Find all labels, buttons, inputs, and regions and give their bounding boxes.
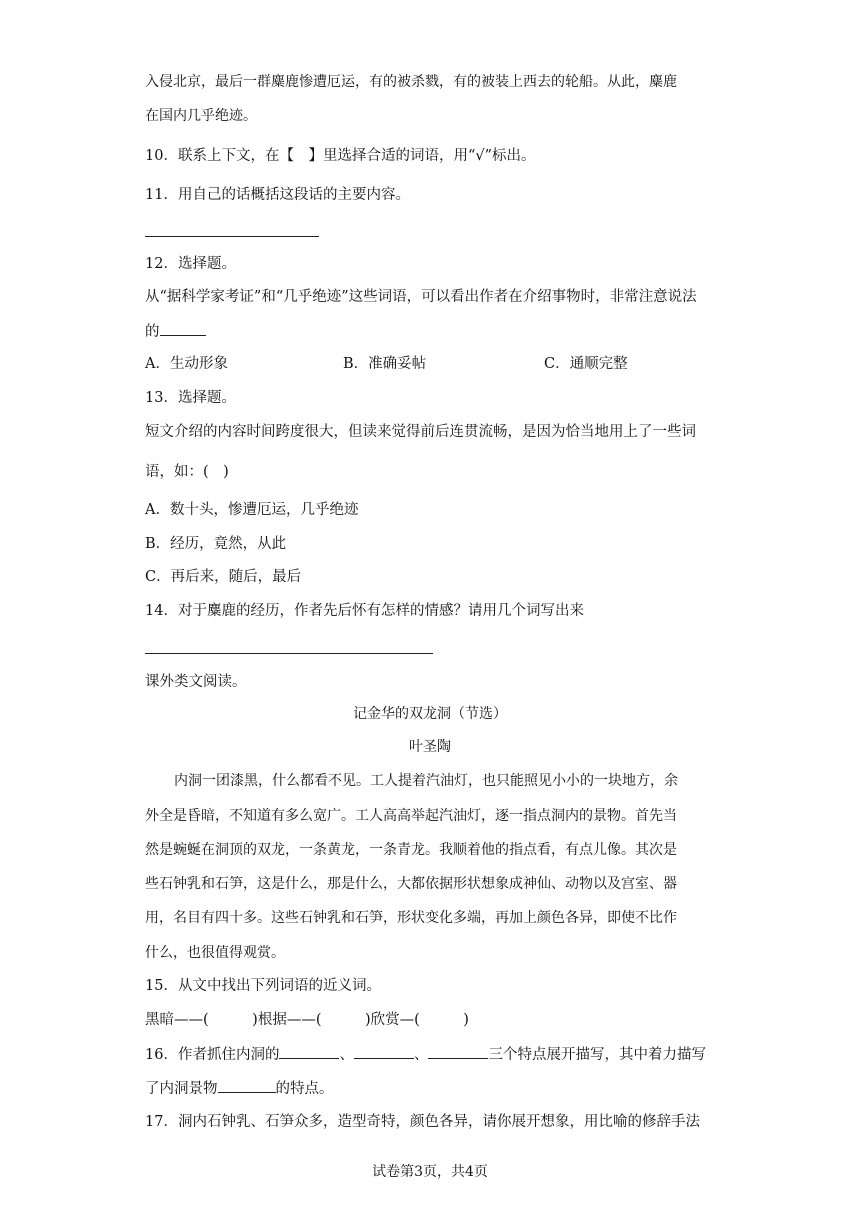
article-line: 外全是昏暗，不知道有多么宽广。工人高高举起汽油灯，逐一指点洞内的景物。首先当 [145, 808, 677, 824]
answer-blank-16-4[interactable] [218, 1078, 276, 1093]
answer-blank-16-3[interactable] [428, 1044, 488, 1059]
section-heading: 课外类文阅读。 [145, 674, 247, 690]
q16-text: 16．作者抓住内洞的 [145, 1047, 280, 1063]
article-title: 记金华的双龙洞（节选） [353, 706, 507, 722]
article-line: 些石钟乳和石笋，这是什么，那是什么，大都依据形状想象成神仙、动物以及宫室、器 [145, 876, 677, 892]
stem-text: 的 [145, 324, 160, 340]
question-14: 14．对于麋鹿的经历，作者先后怀有怎样的情感？请用几个词写出来 [145, 603, 584, 619]
article-line: 然是蜿蜒在洞顶的双龙，一条黄龙，一条青龙。我顺着他的指点看，有点儿像。其次是 [145, 842, 677, 858]
answer-blank-12[interactable] [160, 321, 206, 336]
answer-line-14[interactable] [145, 653, 433, 654]
option-c[interactable]: C．再后来，随后，最后 [145, 569, 302, 585]
answer-blank-16-1[interactable] [279, 1044, 339, 1059]
question-16 [145, 1044, 706, 1065]
passage-line: 入侵北京，最后一群麋鹿惨遭厄运，有的被杀戮，有的被装上西去的轮船。从此，麋鹿 [145, 74, 677, 90]
q16-text: 三个特点展开描写，其中着力描写 [488, 1047, 706, 1063]
question-12-stem: 从“据科学家考证”和“几乎绝迹”这些词语，可以看出作者在介绍事物时，非常注意说法 [145, 289, 697, 305]
question-12-title: 12．选择题。 [145, 256, 236, 272]
article-author: 叶圣陶 [409, 739, 451, 755]
separator: 、 [413, 1047, 429, 1063]
article-line: 什么，也很值得观赏。 [145, 945, 285, 961]
article-line: 用，名目有四十多。这些石钟乳和石笋，形状变化多端，再加上颜色各异，即使不比作 [145, 910, 677, 926]
question-10: 10．联系上下文，在【 】里选择合适的词语，用“√”标出。 [145, 148, 536, 164]
option-b[interactable]: B．准确妥帖 [343, 356, 427, 372]
question-13-stem: 短文介绍的内容时间跨度很大，但读来觉得前后连贯流畅，是因为恰当地用上了一些词 [145, 424, 696, 440]
question-17: 17．洞内石钟乳、石笋众多，造型奇特，颜色各异，请你展开想象，用比喻的修辞手法 [145, 1114, 700, 1130]
question-13-stem-cont: 语，如：( ) [145, 464, 229, 480]
separator: 、 [339, 1047, 354, 1063]
page-footer: 试卷第3页，共4页 [372, 1164, 488, 1180]
q16-text: 的特点。 [275, 1081, 334, 1097]
option-a[interactable]: A．生动形象 [145, 356, 228, 372]
passage-line: 在国内几乎绝迹。 [145, 108, 257, 124]
article-line: 内洞一团漆黑，什么都看不见。工人提着汽油灯，也只能照见小小的一块地方，余 [174, 773, 678, 789]
question-16-cont [145, 1078, 334, 1099]
answer-blank-16-2[interactable] [354, 1044, 414, 1059]
question-12-stem-cont [145, 321, 206, 342]
question-11: 11．用自己的话概括这段话的主要内容。 [145, 187, 410, 203]
question-15: 15．从文中找出下列词语的近义词。 [145, 978, 381, 994]
option-c[interactable]: C．通顺完整 [544, 356, 628, 372]
question-15-blanks[interactable]: 黑暗——( )根据——( )欣赏—( ) [145, 1012, 469, 1028]
option-b[interactable]: B．经历，竟然，从此 [145, 536, 287, 552]
q16-text: 了内洞景物 [145, 1081, 218, 1097]
answer-line-11[interactable] [145, 236, 319, 237]
question-13-title: 13．选择题。 [145, 390, 236, 406]
option-a[interactable]: A．数十头，惨遭厄运，几乎绝迹 [145, 502, 359, 518]
